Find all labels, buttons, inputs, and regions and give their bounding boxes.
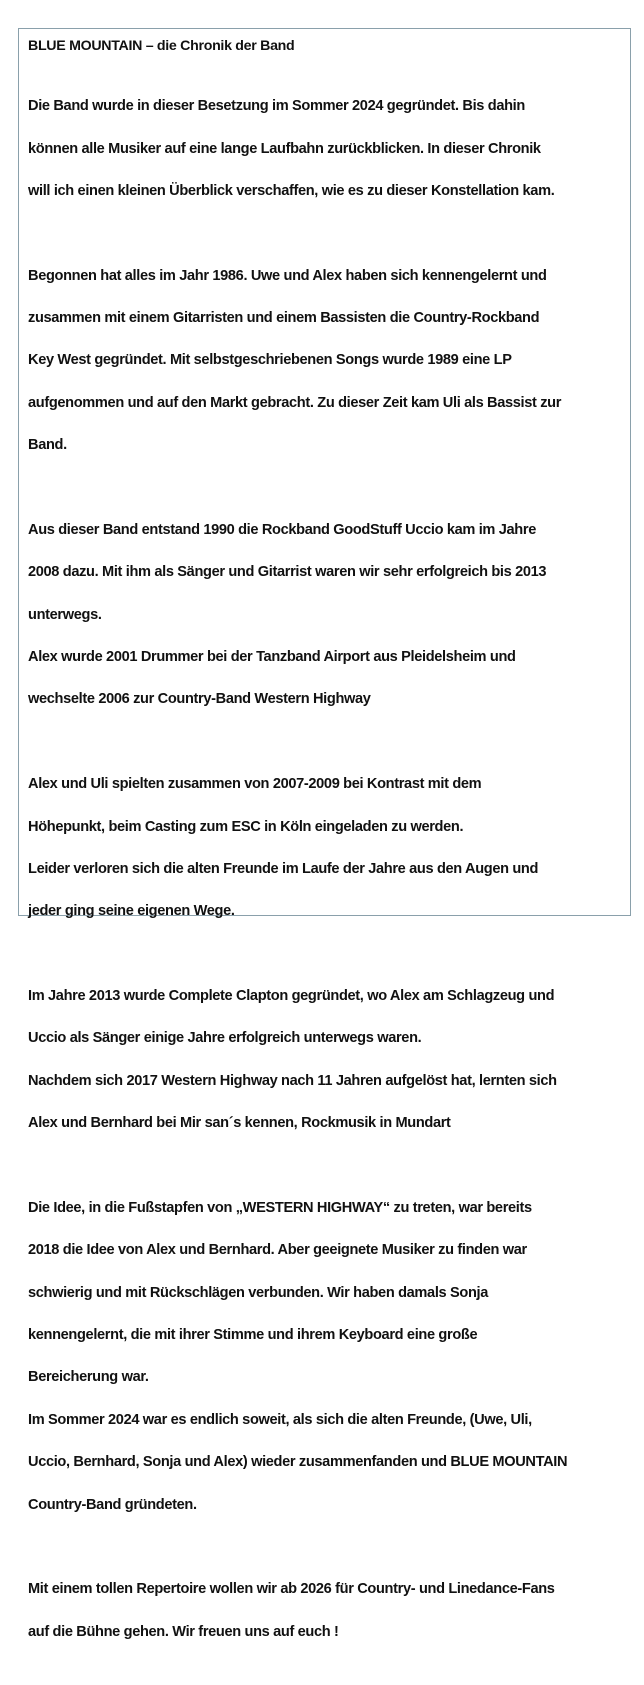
paragraph-outlook <box>28 1558 624 1664</box>
text-line: Aus dieser Band entstand 1990 die Rockband GoodStuff Uccio kam im Jahre <box>28 521 536 538</box>
text-line: Alex und Uli spielten zusammen von 2007-2009 bei Kontrast mit dem <box>28 776 482 793</box>
text-line: will ich einen kleinen Überblick verschaffen, wie es zu dieser Konstellation kam. <box>28 183 555 200</box>
chronicle-text-box <box>18 28 631 1640</box>
text-line: Alex wurde 2001 Drummer bei der Tanzband Airport aus Pleidelsheim und <box>28 649 516 666</box>
paragraph-goodstuff <box>28 499 624 732</box>
text-line: 2018 die Idee von Alex und Bernhard. Aber geeignete Musiker zu finden war <box>28 1242 527 1259</box>
text-line: Leider verloren sich die alten Freunde im Laufe der Jahre aus den Augen und <box>28 860 539 877</box>
text-line: Country-Band gründeten. <box>28 1496 197 1513</box>
text-line: Die Band wurde in dieser Besetzung im Sommer 2024 gegründet. Bis dahin <box>28 98 525 115</box>
text-line: kennengelernt, die mit ihrer Stimme und ihrem Keyboard eine große <box>28 1326 478 1343</box>
text-line: können alle Musiker auf eine lange Laufbahn zurückblicken. In dieser Chronik <box>28 140 541 157</box>
text-line: auf die Bühne gehen. Wir freuen uns auf euch ! <box>28 1623 339 1640</box>
text-line: Begonnen hat alles im Jahr 1986. Uwe und Alex haben sich kennengelernt und <box>28 267 547 284</box>
text-line: Key West gegründet. Mit selbstgeschriebenen Songs wurde 1989 eine LP <box>28 352 512 369</box>
paragraph-complete-clapton <box>28 965 624 1156</box>
paragraph-kontrast <box>28 753 624 944</box>
text-line: Mit einem tollen Repertoire wollen wir ab 2026 für Country- und Linedance-Fans <box>28 1581 555 1598</box>
text-line: Im Jahre 2013 wurde Complete Clapton gegründet, wo Alex am Schlagzeug und <box>28 987 555 1004</box>
paragraph-founding <box>28 1177 624 1537</box>
text-line: Bereicherung war. <box>28 1369 149 1386</box>
text-line: aufgenommen und auf den Markt gebracht. Zu dieser Zeit kam Uli als Bassist zur <box>28 394 562 411</box>
chronicle-title: BLUE MOUNTAIN – die Chronik der Band <box>28 38 295 54</box>
text-line: Die Idee, in die Fußstapfen von „WESTERN HIGHWAY“ zu treten, war bereits <box>28 1199 532 1216</box>
text-line: jeder ging seine eigenen Wege. <box>28 903 235 920</box>
text-line: schwierig und mit Rückschlägen verbunden. Wir haben damals Sonja <box>28 1284 488 1301</box>
text-line: Band. <box>28 437 67 454</box>
text-line: 2008 dazu. Mit ihm als Sänger und Gitarrist waren wir sehr erfolgreich bis 2013 <box>28 564 547 581</box>
text-line: Uccio als Sänger einige Jahre erfolgreich unterwegs waren. <box>28 1030 422 1047</box>
paragraph-key-west <box>28 244 624 477</box>
paragraph-intro <box>28 75 624 223</box>
text-line: Im Sommer 2024 war es endlich soweit, als sich die alten Freunde, (Uwe, Uli, <box>28 1411 532 1428</box>
text-line: zusammen mit einem Gitarristen und einem Bassisten die Country-Rockband <box>28 310 540 327</box>
text-line: wechselte 2006 zur Country-Band Western Highway <box>28 691 371 708</box>
text-line: unterwegs. <box>28 606 102 623</box>
chronicle-content <box>28 36 624 1685</box>
text-line: Nachdem sich 2017 Western Highway nach 11 Jahren aufgelöst hat, lernten sich <box>28 1072 557 1089</box>
text-line: Uccio, Bernhard, Sonja und Alex) wieder zusammenfanden und BLUE MOUNTAIN <box>28 1454 568 1471</box>
text-line: Höhepunkt, beim Casting zum ESC in Köln eingeladen zu werden. <box>28 818 464 835</box>
text-line: Alex und Bernhard bei Mir san´s kennen, Rockmusik in Mundart <box>28 1115 451 1132</box>
